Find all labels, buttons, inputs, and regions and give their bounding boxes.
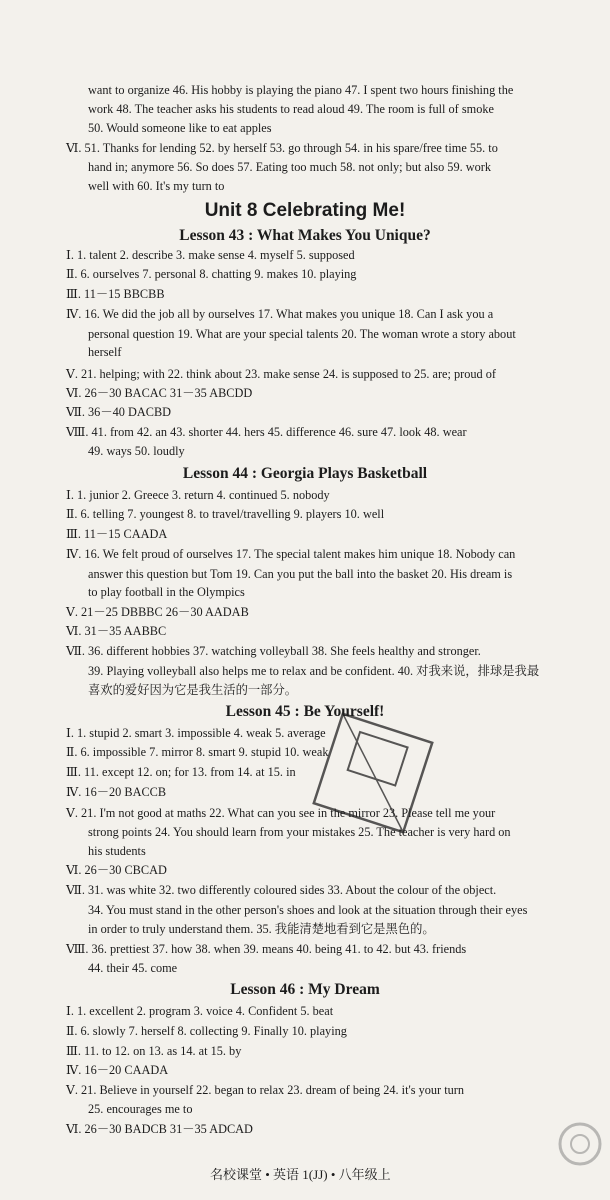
answer-line: 喜欢的爱好因为它是我生活的一部分。 bbox=[88, 683, 298, 697]
answer-line: Ⅳ. 16－20 CAADA bbox=[66, 1063, 169, 1077]
answer-line: Ⅷ. 41. from 42. an 43. shorter 44. hers 45. difference 46. sure 47. look 48. wear bbox=[66, 425, 467, 439]
answer-line: Ⅰ. 1. talent 2. describe 3. make sense 4. myself 5. supposed bbox=[66, 248, 355, 262]
answer-line: Ⅱ. 6. impossible 7. mirror 8. smart 9. stupid 10. weak bbox=[66, 745, 329, 759]
answer-line: Ⅳ. 16. We felt proud of ourselves 17. The special talent makes him unique 18. Nobody can bbox=[66, 547, 516, 561]
answer-line: Ⅷ. 36. prettiest 37. how 38. when 39. means 40. being 41. to 42. but 43. friends bbox=[66, 942, 467, 956]
answer-line: herself bbox=[88, 345, 122, 359]
answer-line: 44. their 45. come bbox=[88, 961, 178, 975]
answer-line: in order to truly understand them. 35. 我能清楚地看到它是黑色的。 bbox=[88, 922, 435, 936]
answer-line: Ⅳ. 16－20 BACCB bbox=[66, 785, 167, 799]
answer-line: Ⅶ. 36. different hobbies 37. watching volleyball 38. She feels healthy and stronger. bbox=[66, 644, 481, 658]
answer-line: Ⅴ. 21. helping; with 22. think about 23. make sense 24. is supposed to 25. are; proud of bbox=[66, 367, 496, 381]
answer-line: Ⅵ. 26－30 BACAC 31－35 ABCDD bbox=[66, 386, 253, 400]
answer-line: Ⅲ. 11. except 12. on; for 13. from 14. at 15. in bbox=[66, 765, 296, 779]
answer-line: personal question 19. What are your special talents 20. The woman wrote a story about bbox=[88, 327, 516, 341]
answer-line: to play football in the Olympics bbox=[88, 585, 245, 599]
answer-line: Ⅴ. 21. I'm not good at maths 22. What can you see in the mirror 23. Please tell me your bbox=[66, 806, 496, 820]
answer-line: Ⅱ. 6. ourselves 7. personal 8. chatting 9. makes 10. playing bbox=[66, 267, 357, 281]
answer-line: Ⅱ. 6. telling 7. youngest 8. to travel/travelling 9. players 10. well bbox=[66, 507, 385, 521]
answer-line: Ⅳ. 16. We did the job all by ourselves 17. What makes you unique 18. Can I ask you a bbox=[66, 307, 494, 321]
answer-line: Ⅴ. 21－25 DBBBC 26－30 AADAB bbox=[66, 605, 249, 619]
footer: 名校课堂 • 英语 1(JJ) • 八年级上 bbox=[210, 1167, 391, 1182]
lesson-title: Lesson 45 : Be Yourself! bbox=[225, 703, 385, 720]
answer-line: Ⅵ. 26－30 BADCB 31－35 ADCAD bbox=[66, 1122, 253, 1136]
answer-line: Ⅲ. 11－15 BBCBB bbox=[66, 287, 165, 301]
watermark-logo bbox=[484, 1116, 604, 1196]
answer-line: 25. encourages me to bbox=[88, 1102, 193, 1116]
answer-line: Ⅶ. 31. was white 32. two differently coloured sides 33. About the colour of the object. bbox=[66, 883, 497, 897]
answer-line: strong points 24. You should learn from your mistakes 25. The teacher is very hard on bbox=[88, 825, 511, 839]
answer-line: Ⅴ. 21. Believe in yourself 22. began to relax 23. dream of being 24. it's your turn bbox=[66, 1083, 465, 1097]
answer-line: 34. You must stand in the other person's shoes and look at the situation through their eyes bbox=[88, 903, 528, 917]
answer-line: Ⅰ. 1. stupid 2. smart 3. impossible 4. weak 5. average bbox=[66, 726, 326, 740]
answer-line: hand in; anymore 56. So does 57. Eating too much 58. not only; but also 59. work bbox=[88, 160, 492, 174]
lesson-title: Lesson 46 : My Dream bbox=[230, 981, 380, 998]
unit-title: Unit 8 Celebrating Me! bbox=[204, 200, 406, 221]
answer-line: answer this question but Tom 19. Can you put the ball into the basket 20. His dream is bbox=[88, 567, 513, 581]
answer-line: Ⅰ. 1. excellent 2. program 3. voice 4. Confident 5. beat bbox=[66, 1004, 334, 1018]
answer-line: Ⅵ. 51. Thanks for lending 52. by herself 53. go through 54. in his spare/free time 55. to bbox=[66, 141, 498, 155]
answer-line: Ⅶ. 36－40 DACBD bbox=[66, 405, 172, 419]
answer-line: want to organize 46. His hobby is playing the piano 47. I spent two hours finishing the bbox=[88, 83, 514, 97]
answer-line: work 48. The teacher asks his students to read aloud 49. The room is full of smoke bbox=[88, 102, 494, 116]
answer-line: 49. ways 50. loudly bbox=[88, 444, 185, 458]
answer-line: Ⅰ. 1. junior 2. Greece 3. return 4. continued 5. nobody bbox=[66, 488, 330, 502]
answer-line: Ⅱ. 6. slowly 7. herself 8. collecting 9. Finally 10. playing bbox=[66, 1024, 347, 1038]
answer-line: Ⅲ. 11. to 12. on 13. as 14. at 15. by bbox=[66, 1044, 242, 1058]
answer-line: his students bbox=[88, 844, 146, 858]
answer-line: Ⅵ. 31－35 AABBC bbox=[66, 624, 167, 638]
answer-line: Ⅲ. 11－15 CAADA bbox=[66, 527, 168, 541]
answer-line: 39. Playing volleyball also helps me to relax and be confident. 40. 对我来说，排球是我最 bbox=[88, 664, 540, 678]
answer-line: well with 60. It's my turn to bbox=[88, 179, 225, 193]
answer-line: Ⅵ. 26－30 CBCAD bbox=[66, 863, 167, 877]
lesson-title: Lesson 43 : What Makes You Unique? bbox=[179, 227, 431, 244]
answer-line: 50. Would someone like to eat apples bbox=[88, 121, 272, 135]
lesson-title: Lesson 44 : Georgia Plays Basketball bbox=[182, 465, 428, 482]
